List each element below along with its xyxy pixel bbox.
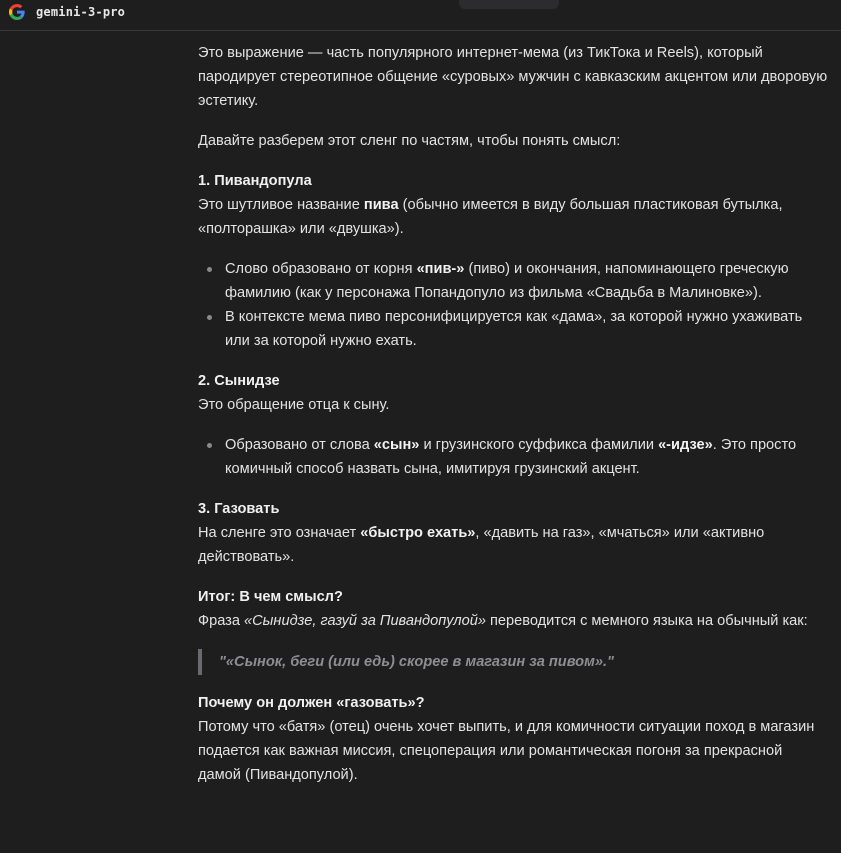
section-heading: 3. Газовать — [198, 501, 280, 517]
list-item — [198, 257, 828, 305]
section-heading: 2. Сынидзе — [198, 373, 280, 389]
list-item — [198, 433, 828, 481]
text-span: (пиво) и окончания, напоминающего греческую фамилию (как у персонажа Попандопуло из фильма «Свадьба в Малиновке»). — [225, 261, 789, 301]
text-span: (обычно имеется в виду большая пластиковая бутылка, «полторашка» или «двушка»). — [198, 197, 783, 237]
text-span: Это шутливое название — [198, 197, 364, 213]
top-bar — [0, 0, 841, 31]
text-span: На сленге это означает — [198, 525, 361, 541]
why-section — [198, 691, 828, 787]
text-span: и грузинского суффикса фамилии — [419, 437, 659, 453]
section-text: Это обращение отца к сыну. — [198, 397, 390, 413]
section-heading: Почему он должен «газовать»? — [198, 695, 425, 711]
model-name: gemini-3-pro — [36, 5, 126, 19]
intro-paragraph: Это выражение — часть популярного интернет-мема (из ТикТока и Reels), который пародирует стереотипное общение «суровых» мужчин с кавказским акцентом или дворовую эстетику. — [198, 45, 828, 109]
section-3 — [198, 497, 828, 569]
bold-text: «-идзе» — [658, 437, 713, 453]
bullet-list — [198, 433, 828, 481]
italic-text: «Сынидзе, газуй за Пивандопулой» — [244, 613, 486, 629]
google-g-icon[interactable] — [9, 4, 25, 20]
section-text — [198, 609, 828, 633]
response-content — [198, 41, 828, 803]
text-span: . Это просто комичный способ назвать сына, имитируя грузинский акцент. — [225, 437, 797, 477]
list-item: В контексте мема пиво персонифицируется как «дама», за которой нужно ухаживать или за которой нужно ехать. — [198, 305, 828, 353]
section-1 — [198, 169, 828, 353]
lead-paragraph: Давайте разберем этот сленг по частям, чтобы понять смысл: — [198, 133, 621, 149]
bold-text: «быстро ехать» — [360, 525, 476, 541]
blockquote: "«Сынок, беги (или едь) скорее в магазин за пивом»." — [198, 649, 828, 675]
top-tab[interactable] — [459, 0, 559, 9]
section-text — [198, 193, 828, 241]
bold-text: «сын» — [373, 437, 420, 453]
bold-text: «пив-» — [416, 261, 465, 277]
text-span: Слово образовано от корня — [225, 261, 417, 277]
text-span: Образовано от слова — [225, 437, 374, 453]
text-span: Фраза — [198, 613, 245, 629]
bold-text: пива — [363, 197, 399, 213]
bullet-list — [198, 257, 828, 353]
section-text — [198, 521, 828, 569]
section-2 — [198, 369, 828, 481]
summary-section — [198, 585, 828, 675]
text-span: , «давить на газ», «мчаться» или «активно действовать». — [198, 525, 765, 565]
section-heading: 1. Пивандопула — [198, 173, 312, 189]
section-text: Потому что «батя» (отец) очень хочет выпить, и для комичности ситуации поход в магазин подается как важная миссия, спецоперация или романтическая погоня за прекрасной дамой (Пивандопулой). — [198, 719, 815, 783]
section-heading: Итог: В чем смысл? — [198, 589, 343, 605]
text-span: переводится с мемного языка на обычный как: — [485, 613, 808, 629]
